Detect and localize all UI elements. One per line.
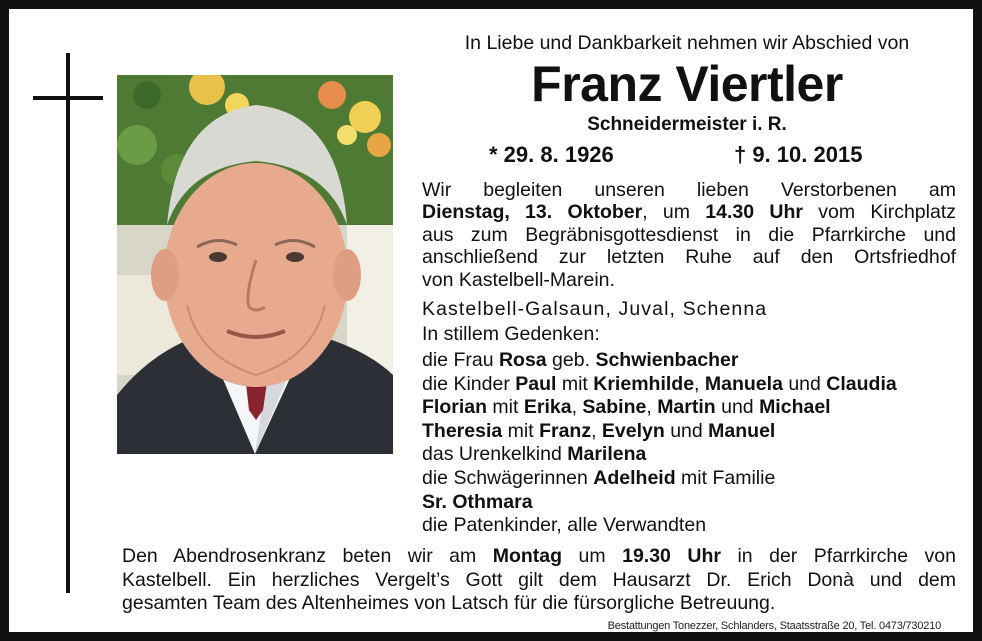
family-row: [422, 420, 897, 444]
closing-line: Kastelbell. Ein herzliches Vergelt’s Gott gilt dem Hausarzt Dr. Erich Donà und dem: [122, 568, 956, 591]
family-name: Evelyn: [601, 419, 665, 442]
funeral-line: Wir begleiten unseren lieben Verstorbenen am: [422, 179, 956, 201]
cross-horizontal-bar: [33, 96, 103, 100]
funeral-date: Dienstag, 13. Oktober: [422, 201, 643, 224]
funeral-line: aus zum Begräbnisgottesdienst in die Pfarrkirche und: [422, 223, 956, 246]
birth-date: * 29. 8. 1926: [489, 142, 614, 167]
family-name: Sr. Othmara: [422, 490, 533, 513]
text-fragment: mit Familie: [675, 466, 776, 489]
text-fragment: die Patenkinder, alle Verwandten: [422, 514, 707, 537]
portrait-photo: [117, 75, 393, 454]
text-fragment: das Urenkelkind: [422, 443, 568, 466]
text-fragment: ,: [591, 419, 602, 442]
family-name: Florian: [422, 396, 488, 419]
text-fragment: Den Abendrosenkranz beten wir am: [122, 545, 493, 567]
occupation-title: Schneidermeister i. R.: [587, 114, 787, 135]
family-row: [422, 514, 897, 538]
family-name: Theresia: [422, 419, 503, 442]
text-fragment: ,: [571, 396, 583, 419]
funeral-line: [422, 201, 956, 223]
places-line: Kastelbell-Galsaun, Juval, Schenna: [422, 298, 768, 320]
family-name: Sabine: [582, 396, 647, 419]
funeral-paragraph: [422, 179, 956, 291]
family-name: Kriemhilde: [593, 372, 695, 395]
memory-heading: In stillem Gedenken:: [422, 323, 600, 345]
text-fragment: ,: [694, 372, 705, 395]
death-date: † 9. 10. 2015: [734, 142, 863, 167]
family-name: Marilena: [567, 443, 647, 466]
family-row: [422, 349, 897, 373]
rosary-time: 19.30 Uhr: [622, 545, 721, 567]
family-name: Michael: [759, 396, 831, 419]
family-row: [422, 396, 897, 420]
family-row: [422, 443, 897, 467]
intro-text: In Liebe und Dankbarkeit nehmen wir Abschied von: [464, 32, 910, 54]
text-fragment: und: [664, 419, 709, 442]
text-fragment: ,: [646, 396, 658, 419]
family-name: Martin: [657, 396, 716, 419]
cross-vertical-bar: [66, 53, 70, 593]
closing-line: [122, 545, 956, 569]
family-name: Rosa: [498, 349, 547, 371]
family-name: Adelheid: [593, 466, 676, 489]
text-fragment: mit: [502, 419, 540, 442]
text-fragment: die Schwägerinnen: [422, 466, 594, 489]
family-row: [422, 373, 897, 397]
text-fragment: und: [715, 396, 760, 419]
family-name: Schwienbacher: [595, 349, 739, 371]
text-fragment: und: [782, 372, 827, 395]
portrait-illustration: [117, 75, 393, 454]
family-row: [422, 491, 897, 515]
deceased-name: Franz Viertler: [531, 56, 843, 112]
family-name: Claudia: [826, 372, 897, 395]
closing-paragraph: [122, 545, 956, 616]
text-fragment: vom Kirchplatz: [802, 201, 956, 224]
funeral-time: 14.30 Uhr: [705, 201, 803, 224]
family-name: Erika: [523, 396, 572, 419]
text-fragment: die Kinder: [422, 372, 516, 395]
closing-line: gesamten Team des Altenheimes von Latsch für die fürsorgliche Betreuung.: [122, 592, 776, 614]
text-fragment: , um: [642, 201, 706, 224]
text-fragment: mit: [556, 372, 594, 395]
rosary-day: Montag: [492, 545, 563, 567]
family-name: Manuel: [708, 419, 776, 442]
text-fragment: um: [562, 545, 623, 567]
family-list: [422, 349, 897, 538]
text-fragment: in der Pfarrkirche von: [720, 545, 956, 567]
family-row: [422, 467, 897, 491]
family-name: Manuela: [704, 372, 783, 395]
family-name: Franz: [539, 419, 592, 442]
funeral-line: anschließend zur letzten Ruhe auf den Ortsfriedhof: [422, 246, 956, 269]
text-fragment: geb.: [546, 349, 596, 371]
text-fragment: mit: [487, 396, 524, 419]
text-fragment: die Frau: [422, 349, 499, 371]
undertaker-footer: Bestattungen Tonezzer, Schlanders, Staatsstraße 20, Tel. 0473/730210: [607, 620, 941, 632]
family-name: Paul: [515, 372, 557, 395]
funeral-line: von Kastelbell-Marein.: [422, 268, 615, 291]
